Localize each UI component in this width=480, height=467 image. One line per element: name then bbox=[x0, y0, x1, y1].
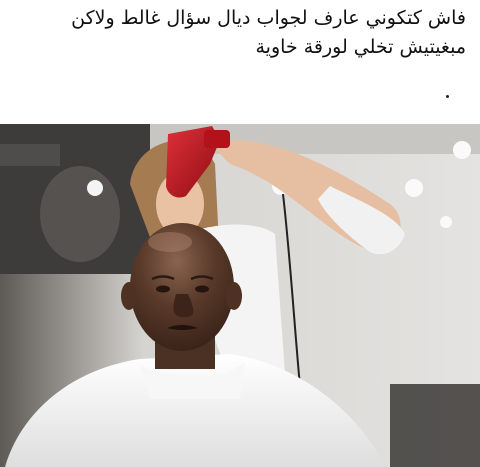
meme-photo bbox=[0, 124, 480, 467]
caption-area bbox=[0, 0, 480, 124]
meme-caption: فاش كتكوني عارف لجواب ديال سؤال غالط ولاكن مبغيتيش تخلي لورقة خاوية bbox=[71, 7, 466, 58]
caption-dot bbox=[446, 95, 449, 98]
